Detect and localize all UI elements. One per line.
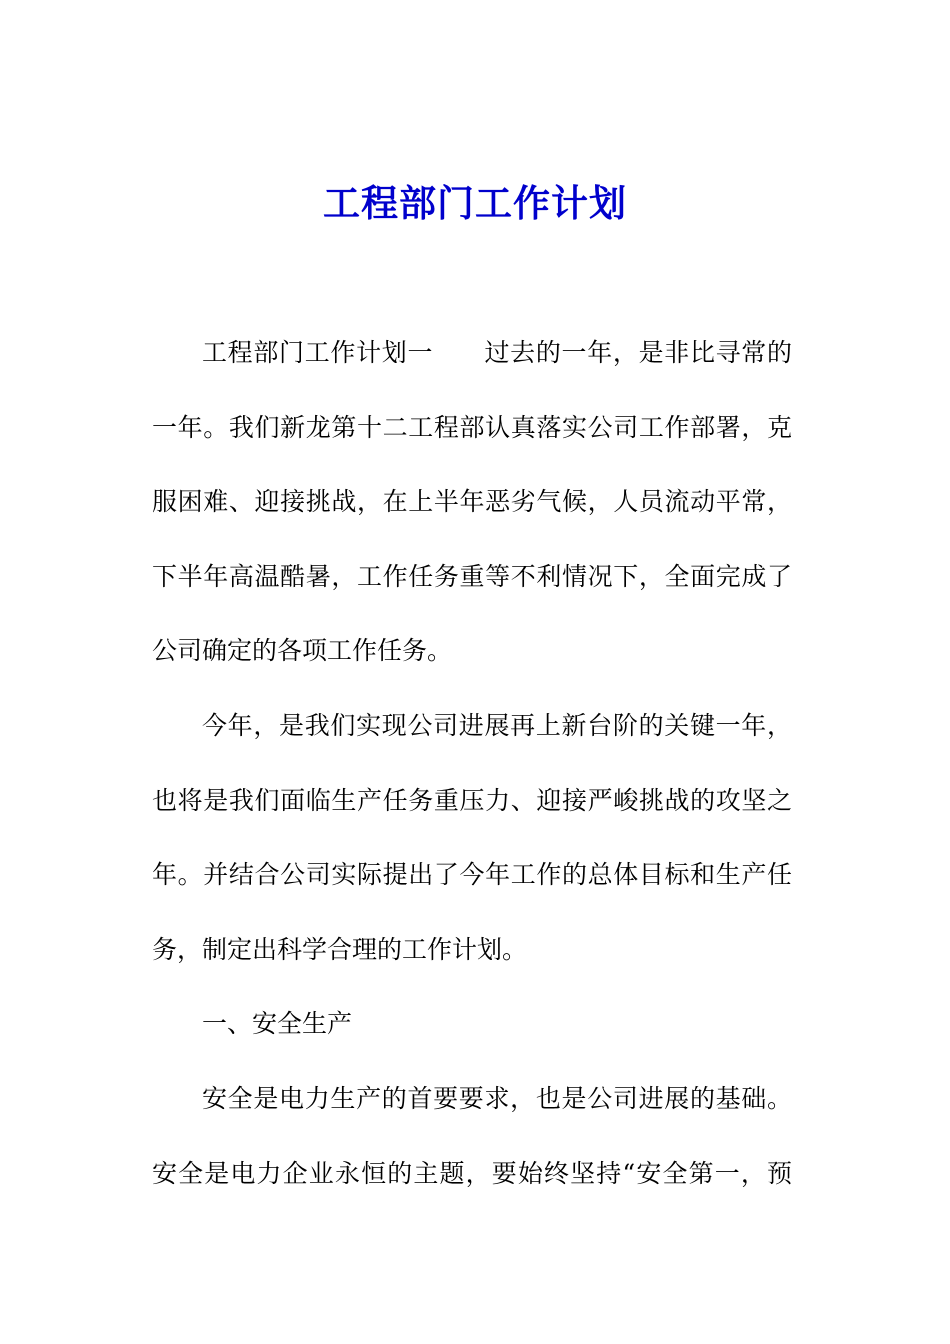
text-line: 也将是我们面临生产任务重压力、迎接严峻挑战的攻坚之	[152, 785, 792, 815]
document-title: 工程部门工作计划	[323, 181, 627, 225]
text-line: 安全是电力企业永恒的主题，要始终坚持“安全第一，预	[152, 1158, 792, 1188]
text-line: 下半年高温酷暑，工作任务重等不利情况下，全面完成了	[152, 561, 792, 591]
text-line: 工程部门工作计划一 过去的一年，是非比寻常的	[202, 338, 792, 367]
text-line: 年。并结合公司实际提出了今年工作的总体目标和生产任	[152, 860, 792, 890]
text-line: 今年，是我们实现公司进展再上新台阶的关键一年，	[202, 710, 792, 740]
text-line: 公司确定的各项工作任务。	[152, 636, 453, 666]
document-body	[152, 316, 792, 1211]
text-line: 务，制定出科学合理的工作计划。	[152, 934, 528, 964]
text-line: 一年。我们新龙第十二工程部认真落实公司工作部署，克	[152, 412, 792, 442]
text-line: 服困难、迎接挑战，在上半年恶劣气候，人员流动平常，	[152, 487, 792, 517]
text-line: 一、安全生产	[202, 1009, 353, 1039]
text-line: 安全是电力生产的首要要求，也是公司进展的基础。	[202, 1083, 792, 1113]
